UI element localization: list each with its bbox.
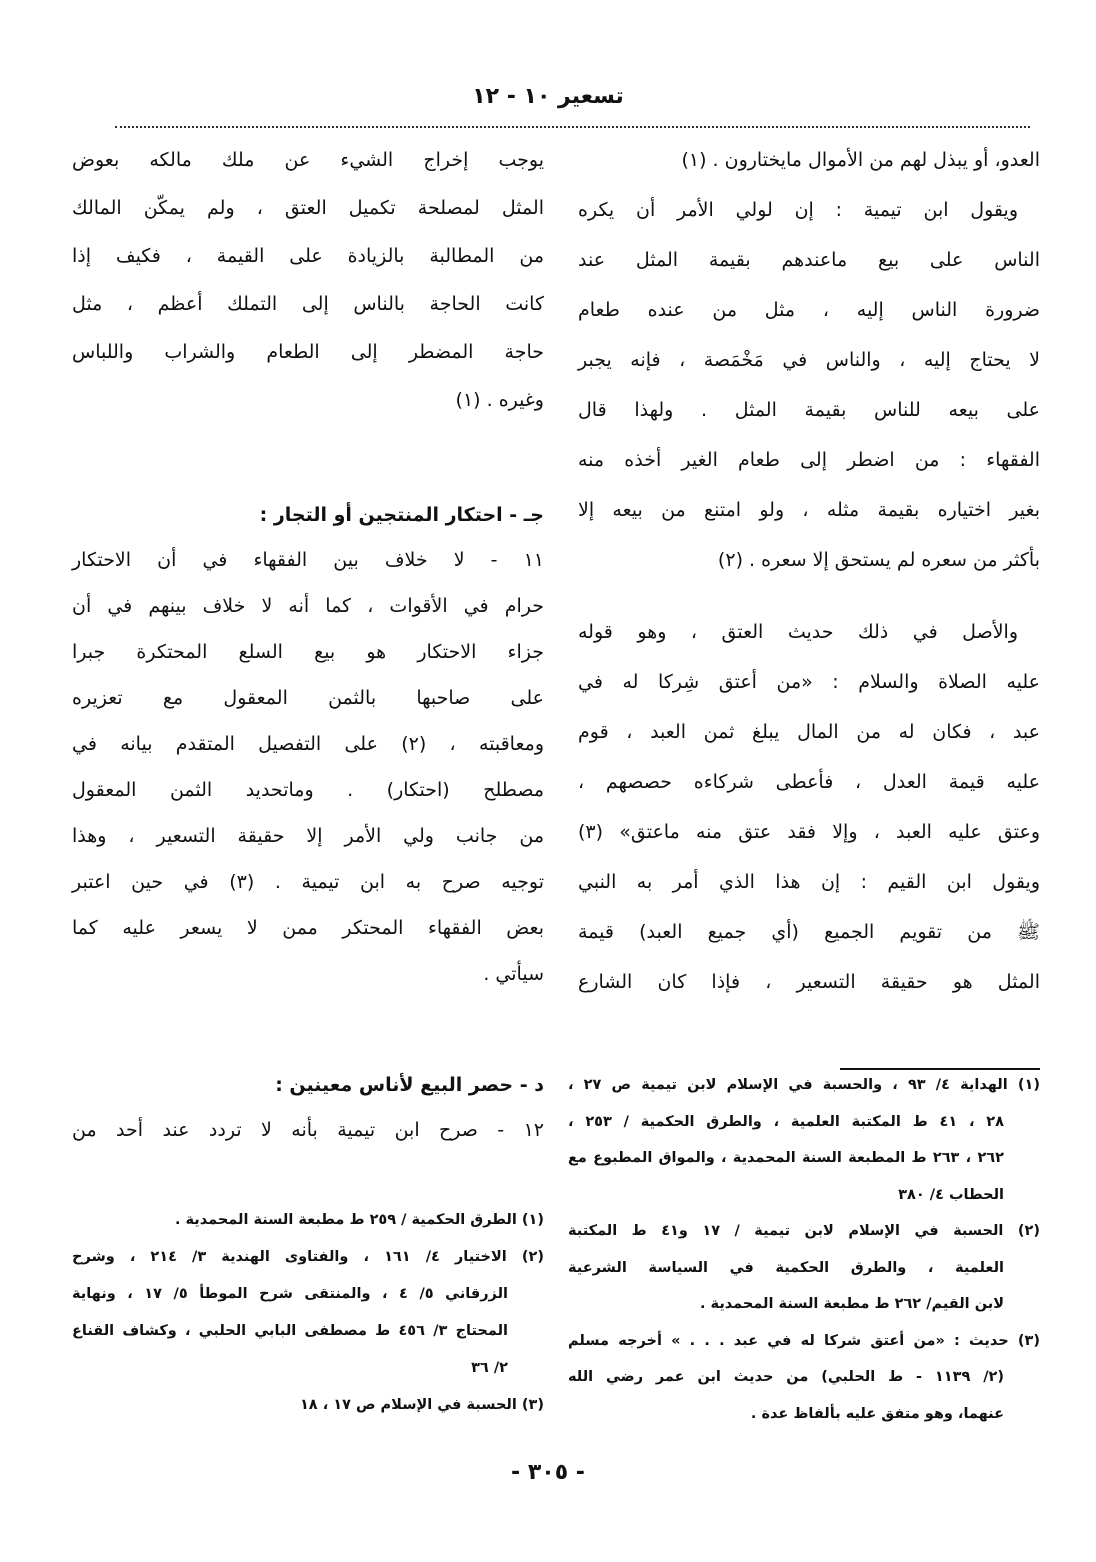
body-line: العدو، أو يبذل لهم من الأموال مايختارون . (١) [681, 149, 1040, 171]
body-line: عبد ، فكان له من المال يبلغ ثمن العبد ، قوم [578, 721, 1040, 743]
body-line: ١١ - لا خلاف بين الفقهاء في أن الاحتكار [72, 549, 544, 571]
body-line: على بيعه للناس بقيمة المثل . ولهذا قال [578, 399, 1040, 421]
footnote-line: (٢) الاختيار ٤/ ١٦١ ، والفتاوى الهندية ٣/ ٢١٤ ، وشرح [72, 1249, 544, 1265]
footnote-line: (٣) حديث : «من أعتق شركا له في عبد . . . » أخرجه مسلم [568, 1332, 1040, 1349]
section-heading: جـ - احتكار المنتجين أو التجار : [259, 504, 544, 526]
body-line: بأكثر من سعره لم يستحق إلا سعره . (٢) [717, 549, 1040, 571]
footnote-line: الزرقاني ٥/ ٤ ، والمنتقى شرح الموطأ ٥/ ١٧ ، ونهاية [72, 1286, 508, 1302]
footnote-line: (٣) الحسبة في الإسلام ص ١٧ ، ١٨ [299, 1397, 544, 1413]
footnote-separator-right [840, 1068, 1040, 1070]
body-line: الناس على بيع ماعندهم بقيمة المثل عند [578, 249, 1040, 271]
body-line: المثل لمصلحة تكميل العتق ، ولم يمكّن المالك [72, 197, 544, 219]
body-line: سيأتي . [483, 963, 544, 985]
body-line: ويقول ابن تيمية : إن لولي الأمر أن يكره [578, 199, 1018, 221]
section-heading: د - حصر البيع لأناس معينين : [275, 1074, 544, 1096]
footnote-line: المحتاج ٣/ ٤٥٦ ط مصطفى البابي الحلبي ، وكشاف القناع [72, 1323, 508, 1339]
body-line: بغير اختياره بقيمة مثله ، ولو امتنع من بيعه إلا [578, 499, 1040, 521]
body-line: حرام في الأقوات ، كما أنه لا خلاف بينهم في أن [72, 595, 544, 617]
body-line: وغيره . (١) [455, 389, 544, 411]
footnote-line: ٢٦٢ ، ٢٦٣ ط المطبعة السنة المحمدية ، والمواق المطبوع مع [568, 1150, 1004, 1166]
footnote-line: ٢٨ ، ٤١ ط المكتبة العلمية ، والطرق الحكمية / ٢٥٣ ، [568, 1113, 1004, 1130]
body-line: لا يحتاج إليه ، والناس في مَخْمَصة ، فإنه يجبر [578, 349, 1040, 371]
body-line: وعتق عليه العبد ، وإلا فقد عتق منه ماعتق» (٣) [578, 821, 1040, 843]
body-line: مصطلح (احتكار) . وماتحديد الثمن المعقول [72, 779, 544, 801]
body-line: عليه الصلاة والسلام : «من أعتق شِركا له في [578, 671, 1040, 693]
body-line: بعض الفقهاء المحتكر ممن لا يسعر عليه كما [72, 917, 544, 939]
body-line: المثل هو حقيقة التسعير ، فإذا كان الشارع [578, 971, 1040, 993]
body-line: حاجة المضطر إلى الطعام والشراب واللباس [72, 341, 544, 363]
footnote-line: العلمية ، والطرق الحكمية في السياسة الشرعية [568, 1259, 1004, 1276]
body-line: ﷺ من تقويم الجميع (أي جميع العبد) قيمة [578, 921, 1040, 943]
body-line: توجيه صرح به ابن تيمية . (٣) في حين اعتبر [72, 871, 544, 893]
body-line: الفقهاء : من اضطر إلى طعام الغير أخذه منه [578, 449, 1040, 471]
body-line: ومعاقبته ، (٢) على التفصيل المتقدم بيانه في [72, 733, 544, 755]
body-line: يوجب إخراج الشيء عن ملك مالكه بعوض [72, 149, 544, 171]
footnote-line: (٢/ ١١٣٩ - ط الحلبي) من حديث ابن عمر رضي الله [568, 1369, 1004, 1385]
running-header: تسعير ١٠ - ١٢ [472, 84, 624, 109]
footnote-line: (١) الطرق الحكمية / ٢٥٩ ط مطبعة السنة المحمدية . [174, 1212, 544, 1228]
body-line: جزاء الاحتكار هو بيع السلع المحتكرة جبرا [72, 641, 544, 663]
footnote-line: الحطاب ٤/ ٣٨٠ [898, 1186, 1004, 1203]
body-line: كانت الحاجة بالناس إلى التملك أعظم ، مثل [72, 293, 544, 315]
body-line: على صاحبها بالثمن المعقول مع تعزيره [72, 687, 544, 709]
page-number: - ٣٠٥ - [511, 1460, 585, 1485]
footnote-line: لابن القيم/ ٢٦٢ ط مطبعة السنة المحمدية . [699, 1296, 1004, 1312]
footnote-line: عنهما، وهو متفق عليه بألفاظ عدة . [750, 1405, 1004, 1422]
body-line: ويقول ابن القيم : إن هذا الذي أمر به النبي [578, 871, 1040, 893]
body-line: عليه قيمة العدل ، فأعطى شركاءه حصصهم ، [578, 771, 1040, 793]
footnote-line: (٢) الحسبة في الإسلام لابن تيمية / ١٧ و٤١ ط المكتبة [568, 1223, 1040, 1239]
body-line: ١٢ - صرح ابن تيمية بأنه لا تردد عند أحد من [72, 1119, 544, 1141]
body-line: من المطالبة بالزيادة على القيمة ، فكيف إذا [72, 245, 544, 267]
body-line: والأصل في ذلك حديث العتق ، وهو قوله [578, 621, 1018, 643]
body-line: ضرورة الناس إليه ، مثل من عنده طعام [578, 299, 1040, 321]
footnote-line: (١) الهداية ٤/ ٩٣ ، والحسبة في الإسلام لابن تيمية ص ٢٧ ، [568, 1077, 1040, 1093]
header-dotted-divider [115, 126, 1030, 128]
body-line: من جانب ولي الأمر إلا حقيقة التسعير ، وهذا [72, 825, 544, 847]
footnote-line: ٢/ ٣٦ [471, 1360, 508, 1376]
